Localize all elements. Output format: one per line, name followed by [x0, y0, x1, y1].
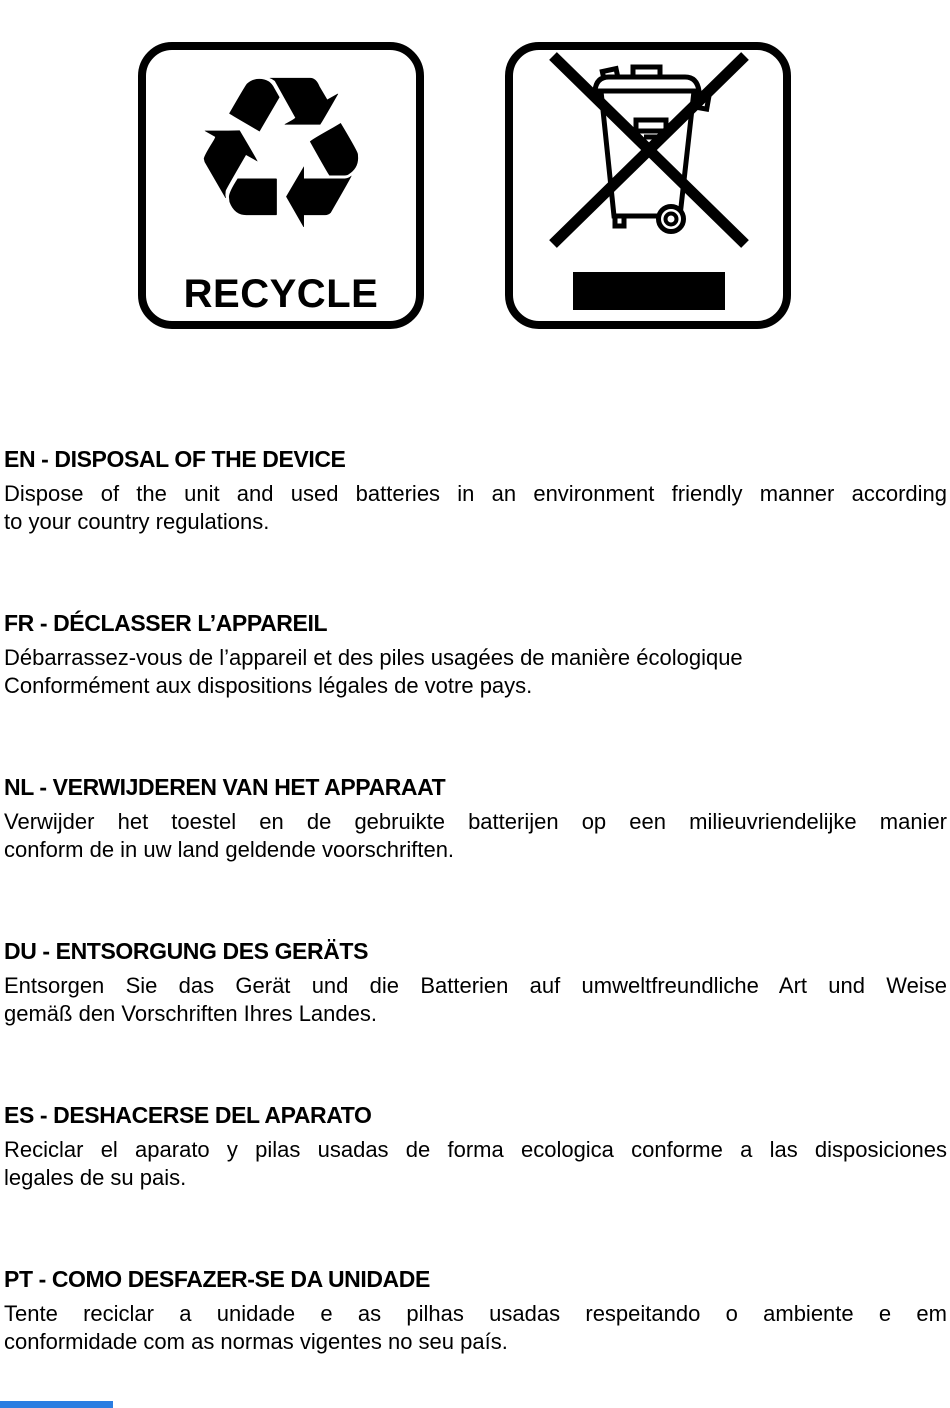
section-body-line: to your country regulations.	[4, 509, 270, 534]
section-body-line: Conformément aux dispositions légales de votre pays.	[4, 673, 533, 698]
weee-black-bar	[573, 272, 725, 310]
section-body-line: Dispose of the unit and used batteries in an environment friendly manner according	[4, 481, 947, 506]
bin-wheel-hub	[666, 214, 677, 225]
section-body-line: Reciclar el aparato y pilas usadas de forma ecologica conforme a las disposiciones	[4, 1137, 947, 1162]
section-body-line: Débarrassez-vous de l’appareil et des piles usagées de manière écologique	[4, 645, 743, 670]
section-body-line: gemäß den Vorschriften Ihres Landes.	[4, 1001, 377, 1026]
section-body-line: Entsorgen Sie das Gerät und die Batterien auf umweltfreundliche Art und Weise	[4, 973, 947, 998]
section-body-line: legales de su pais.	[4, 1165, 187, 1190]
section-body	[4, 644, 947, 700]
icons-row	[0, 0, 950, 329]
section-heading: DU - ENTSORGUNG DES GERÄTS	[4, 938, 369, 964]
bin-front-detail	[636, 120, 666, 131]
section-body-line: Verwijder het toestel en de gebruikte batterijen op een milieuvriendelijke manier	[4, 809, 947, 834]
section-body	[4, 808, 947, 864]
bin-foot	[615, 216, 624, 226]
section-body	[4, 1300, 947, 1356]
disposal-section	[4, 773, 947, 864]
section-heading: EN - DISPOSAL OF THE DEVICE	[4, 446, 346, 472]
disposal-section	[4, 445, 947, 536]
recycle-label: RECYCLE	[183, 272, 379, 316]
crossed-out-wheelie-bin-icon	[513, 50, 783, 321]
section-heading: NL - VERWIJDEREN VAN HET APPARAAT	[4, 774, 446, 800]
section-heading: ES - DESHACERSE DEL APARATO	[4, 1102, 372, 1128]
section-heading: FR - DÉCLASSER L’APPAREIL	[4, 610, 328, 636]
disposal-section	[4, 609, 947, 700]
section-body	[4, 1136, 947, 1192]
section-body	[4, 972, 947, 1028]
weee-symbol-box	[505, 42, 791, 329]
recycle-symbol-box	[138, 30, 424, 329]
disposal-sections	[0, 445, 950, 1356]
disposal-section	[4, 1265, 947, 1356]
disposal-section	[4, 1101, 947, 1192]
disposal-section	[4, 937, 947, 1028]
bottom-left-blue-bar	[0, 1401, 113, 1408]
section-body-line: Tente reciclar a unidade e as pilhas usadas respeitando o ambiente e em	[4, 1301, 947, 1326]
section-body-line: conform de in uw land geldende voorschriften.	[4, 837, 455, 862]
section-body-line: conformidade com as normas vigentes no seu país.	[4, 1329, 508, 1354]
section-heading: PT - COMO DESFAZER-SE DA UNIDADE	[4, 1266, 430, 1292]
section-body	[4, 480, 947, 536]
recycle-icon: ♻	[185, 30, 377, 277]
